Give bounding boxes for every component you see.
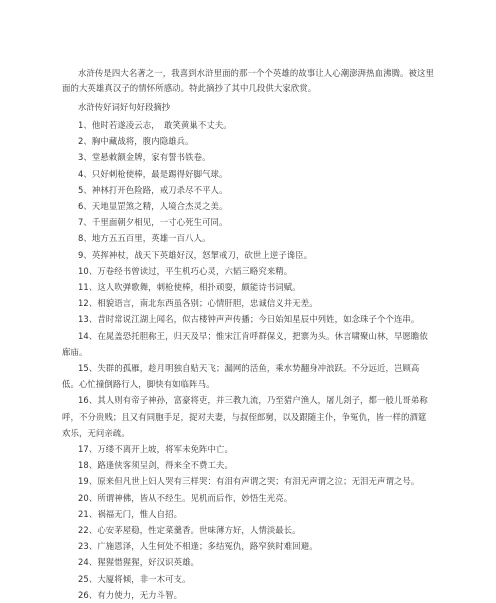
list-item: 12、相貌语言，南北东西虽各别；心情肝胆，忠诚信义并无差。 <box>78 298 318 309</box>
list-item: 5、神林打开色险路，戒刀杀尽不平人。 <box>78 184 228 195</box>
list-item: 24、猩猩惜猩猩，好汉识英雄。 <box>78 557 200 568</box>
list-item: 4、只好刺枪使棒，最是踢得好脚气球。 <box>78 168 228 179</box>
list-item: 14、在晁盖恐托胆称王，归天及早；惟宋江肯呼群保义，把寨为头。休言啸聚山林，早愿瞻依廊庙。 <box>62 330 428 357</box>
list-item: 15、失群的孤雁，趁月明独自贴天飞；漏网的活鱼，乘水势翻身冲浪跃。不分远近，岂顾高低。心忙撞倒路行人，脚快有如临阵马。 <box>62 363 420 390</box>
list-item: 25、大厦将倾，非一木可支。 <box>78 573 191 584</box>
list-item: 7、千里面朝夕相见，一寸心死生可同。 <box>78 217 228 228</box>
list-item: 3、堂悬敕额金牌，家有誓书铁卷。 <box>78 152 211 163</box>
list-item: 2、胸中藏战将，腹内隐雄兵。 <box>78 136 194 147</box>
intro-paragraph: 水浒传是四大名著之一，我喜到水浒里面的那一个个英雄的故事让人心潮澎湃热血沸腾。被这里面的大英雄真汉子的情怀所感动。特此摘抄了其中几段供大家欣赏。 <box>62 68 434 93</box>
list-item: 19、原来但凡世上妇人哭有三样哭：有泪有声谓之哭；有泪无声谓之泣；无泪无声谓之号。 <box>78 476 420 487</box>
list-item: 17、万缕不离开上坡，将军未免阵中亡。 <box>78 444 233 455</box>
section-heading: 水浒传好词好句好段摘抄 <box>78 102 171 112</box>
list-item: 21、祸福无门，惟人自招。 <box>78 508 183 519</box>
list-item: 11、这人吹弹歌舞，刺枪使棒，相扑顽耍，颇能诗书词赋。 <box>78 282 301 293</box>
quote-list <box>62 117 434 603</box>
list-item: 26、有力使力，无力斗智。 <box>78 589 183 600</box>
list-item: 23、广施恩泽，人生何处不相逢；多结冤仇，路窄狭时难回避。 <box>78 541 318 552</box>
list-item: 18、路逢侠客须呈剑，得来全不费工夫。 <box>78 460 233 471</box>
list-item: 22、心安茅屋稳，性定菜羹香。世味薄方好，人情淡最长。 <box>78 525 301 536</box>
list-item: 8、地方五五百里，英雄一百八人。 <box>78 233 211 244</box>
list-item: 16、其人则有帝子神孙，富豪将吏，并三教九流，乃至猎户渔人，屠儿刽子，都一般儿哥弟称呼，不分贵贱；且又有同胞手足，捉对夫妻，与叔侄郎舅，以及跟随主仆，争冤仇，皆一样的酒筵欢乐，无问亲疏。 <box>62 395 428 438</box>
list-item: 1、他时若遂凌云志， 敢笑黄巢不丈夫。 <box>78 120 232 130</box>
list-item: 10、万卷经书曾读过，平生机巧心灵，六韬三略究来精。 <box>78 265 293 276</box>
list-item: 20、所谓神佛，皆从不经生。见机而后作，妙悟生光亮。 <box>78 492 293 503</box>
list-item: 9、英挥神杖，战天下英雄好汉，怒挈戒刀，砍世上逆子谗臣。 <box>78 249 313 260</box>
list-item: 13、昔时常说江湖上闻名，似古楼钟声声传播；今日始知星辰中列姓，如念珠子个个连串。 <box>78 314 420 325</box>
list-item: 6、天地显罡煞之精，人境合杰灵之美。 <box>78 201 228 212</box>
